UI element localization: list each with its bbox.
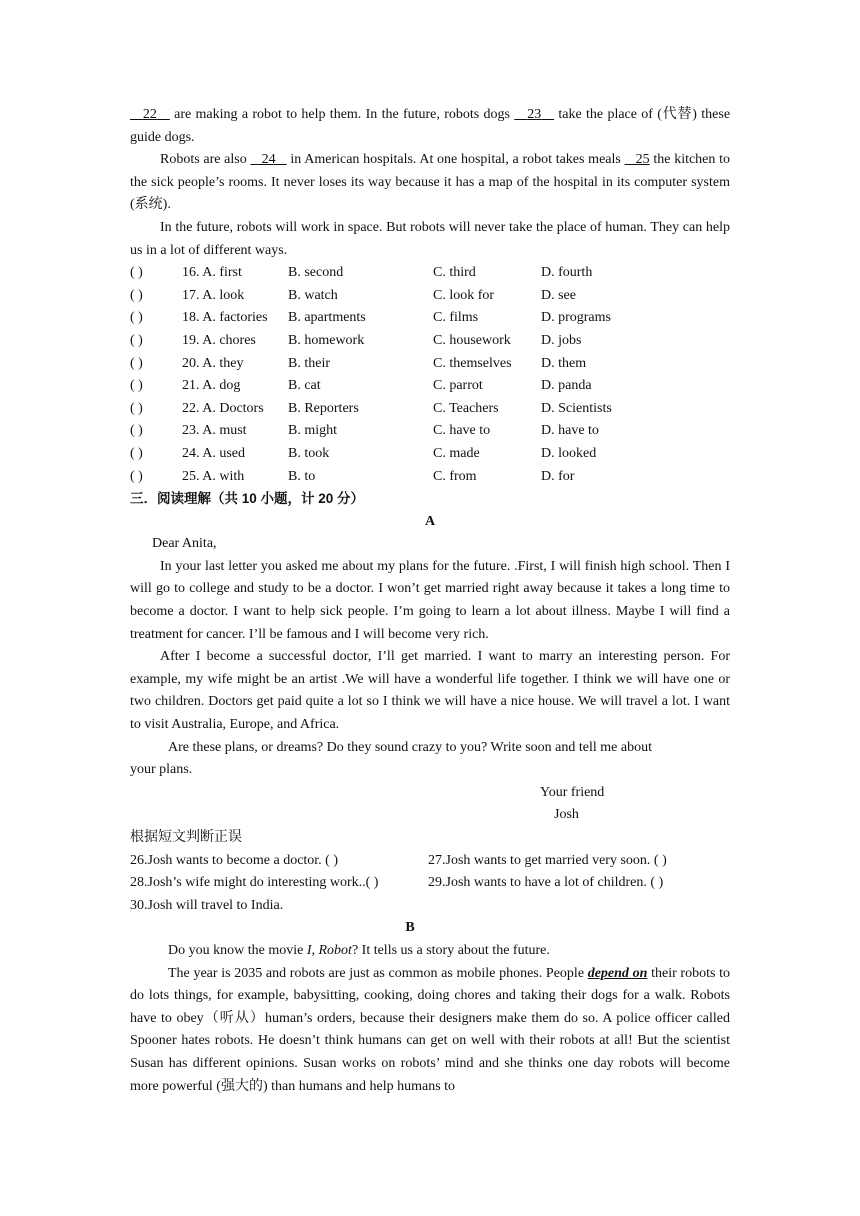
passage-a-paragraph-2: After I become a successful doctor, I’ll get married. I want to marry an interesting person. For example, my wife might be an artist .We will have a wonderful life together. I think we will have one or two children. Doctors get paid quite a lot so I think we will have a nice house. We will travel a lot. I want to visit Australia, Europe, and Africa.	[130, 649, 730, 733]
passage-a-paragraph-1: In your last letter you asked me about my plans for the future. .First, I will finish high school. Then I will go to college and study to be a doctor. I won’t get married right away because it takes a long time to become a doctor. I want to help sick people. I’m going to learn a lot about illness. Maybe I will find a treatment for cancer. I’ll be famous and I will become very rich.	[130, 558, 730, 642]
highlighted-phrase: depend on	[587, 965, 648, 981]
passage-a-paragraph-3: Are these plans, or dreams? Do they sound crazy to you? Write soon and tell me about	[168, 739, 652, 755]
question-row-28-29	[130, 872, 730, 895]
movie-title: I, Robot	[306, 942, 352, 958]
option-row-19: ( ) 19. A. chores B. homework C. housework D. jobs	[130, 332, 582, 348]
blank-22: 22	[142, 107, 157, 122]
document-page	[130, 104, 730, 1098]
blank-24: 24	[261, 152, 276, 168]
option-row-24: ( ) 24. A. used B. took C. made D. looked	[130, 445, 597, 461]
blank-23: 23	[527, 107, 542, 122]
option-row-21: ( ) 21. A. dog B. cat C. parrot D. panda	[130, 378, 592, 394]
passage-b-label: B	[405, 920, 415, 936]
question-29: 29.Josh wants to have a lot of children. ( )	[428, 875, 664, 891]
passage-b-paragraph-1: Do you know the movie I, Robot? It tells us a story about the future.	[168, 942, 550, 958]
option-row-22: ( ) 22. A. Doctors B. Reporters C. Teachers D. Scientists	[130, 400, 612, 416]
cloze-options	[130, 262, 730, 488]
cloze-paragraph-1: 22 are making a robot to help them. In the future, robots dogs 23 take the place of (代替) these guide dogs.	[130, 107, 731, 145]
cloze-paragraph-2: Robots are also 24 in American hospitals. At one hospital, a robot takes meals 25 the kitchen to the sick people’s rooms. It never loses its way because it has a map of the hospital in its computer system (系统).	[130, 152, 730, 213]
section-heading-reading: 三．阅读理解（共 10 小题，计 20 分）	[130, 491, 365, 507]
cloze-paragraph-3: In the future, robots will work in space. But robots will never take the place of human. They can help us in a lot of different ways.	[130, 219, 730, 258]
option-row-20: ( ) 20. A. they B. their C. themselves D. them	[130, 355, 587, 371]
blank-25: 25	[635, 152, 650, 168]
option-row-16: ( ) 16. A. first B. second C. third D. fourth	[130, 265, 593, 281]
passage-b-paragraph-2: The year is 2035 and robots are just as common as mobile phones. People depend on their robots to do lots things, for example, babysitting, cooking, doing chores and taking their dogs for a walk. Robots have to obey（听从）human’s orders, because their designers make them do so. A police officer called Spooner hates robots. He doesn’t think humans can get on well with their robots at all! But the scientist Susan has different opinions. Susan works on robots’ mind and she thinks one day robots will become more powerful (强大的) than humans and help humans to	[130, 965, 730, 1094]
passage-a-paragraph-3-cont: your plans.	[130, 762, 193, 778]
question-row-26-27	[130, 850, 730, 873]
true-false-instruction: 根据短文判断正误	[130, 830, 242, 845]
letter-closing: Your friend	[540, 784, 605, 800]
question-30: 30.Josh will travel to India.	[130, 897, 284, 913]
passage-a-label: A	[424, 513, 436, 529]
question-27: 27.Josh wants to get married very soon. ( )	[428, 852, 667, 868]
option-row-25: ( ) 25. A. with B. to C. from D. for	[130, 468, 575, 484]
letter-greeting: Dear Anita,	[152, 536, 217, 552]
question-28: 28.Josh’s wife might do interesting work..( )	[130, 875, 379, 891]
question-26: 26.Josh wants to become a doctor. ( )	[130, 852, 339, 868]
option-row-18: ( ) 18. A. factories B. apartments C. films D. programs	[130, 310, 611, 326]
letter-signature: Josh	[554, 807, 579, 823]
option-row-17: ( ) 17. A. look B. watch C. look for D. see	[130, 287, 576, 303]
option-row-23: ( ) 23. A. must B. might C. have to D. have to	[130, 423, 599, 439]
